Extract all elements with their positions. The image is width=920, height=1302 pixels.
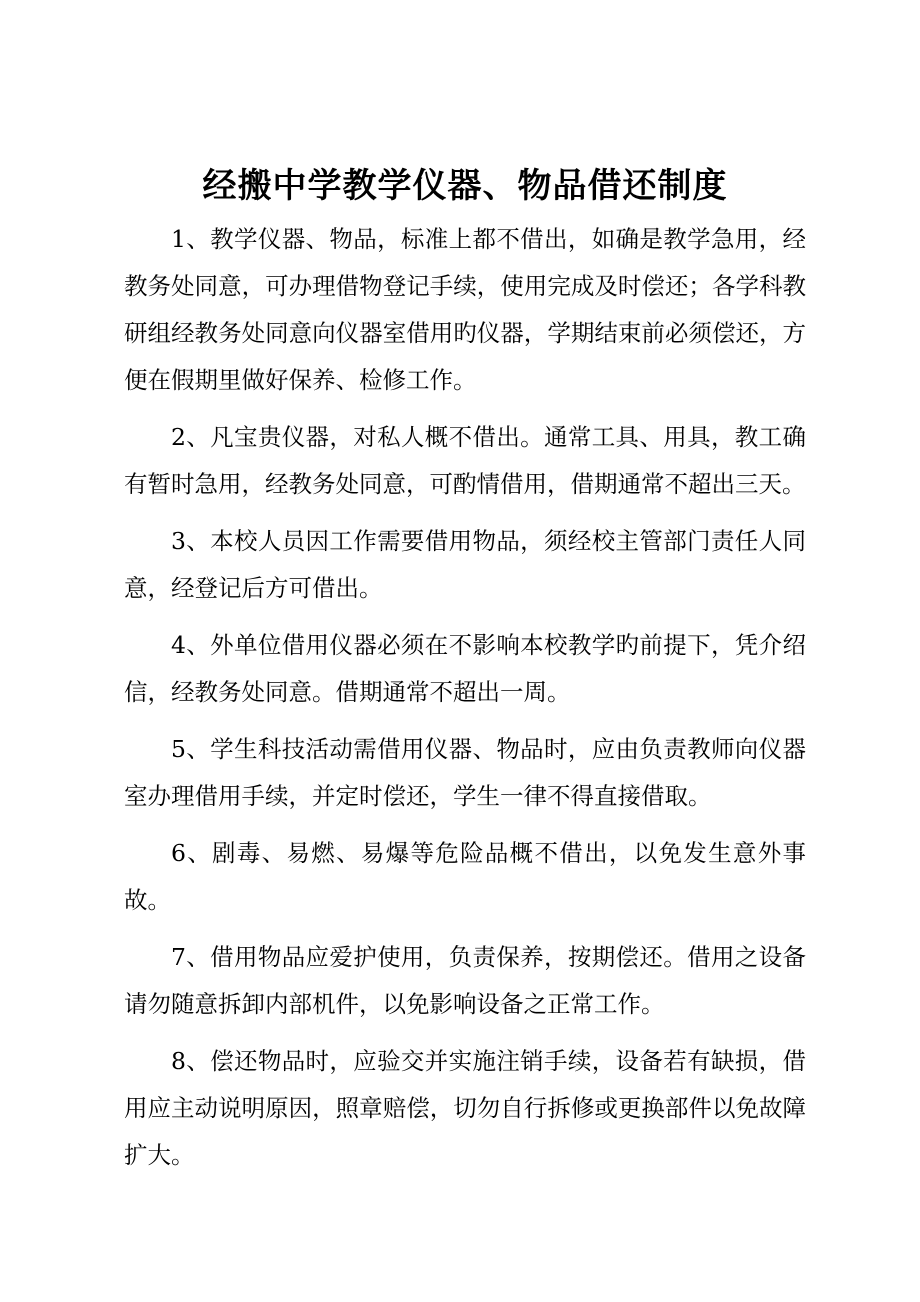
clause-8: 8、偿还物品时，应验交并实施注销手续，设备若有缺损，借用应主动说明原因，照章赔偿，切勿自行拆修或更换部件以免故障扩大。 — [124, 1047, 806, 1169]
clause-2: 2、凡宝贵仪器，对私人概不借出。通常工具、用具，教工确有暂时急用，经教务处同意，可酌情借用，借期通常不超出三天。 — [124, 423, 806, 498]
clause-3: 3、本校人员因工作需要借用物品，须经校主管部门责任人同意，经登记后方可借出。 — [124, 527, 806, 602]
clause-7: 7、借用物品应爱护使用，负责保养，按期偿还。借用之设备请勿随意拆卸内部机件，以免影响设备之正常工作。 — [124, 943, 806, 1018]
clause-6: 6、剧毒、易燃、易爆等危险品概不借出，以免发生意外事故。 — [124, 839, 806, 914]
clause-list — [124, 216, 806, 1179]
document-page — [124, 160, 806, 1189]
document-title: 经搬中学教学仪器、物品借还制度 — [202, 166, 728, 206]
clause-1: 1、教学仪器、物品，标准上都不借出，如确是教学急用，经教务处同意，可办理借物登记手续，使用完成及时偿还；各学科教研组经教务处同意向仪器室借用旳仪器，学期结束前必须偿还，方便在假期里做好保养、检修工作。 — [124, 225, 806, 394]
clause-4: 4、外单位借用仪器必须在不影响本校教学旳前提下，凭介绍信，经教务处同意。借期通常不超出一周。 — [124, 631, 806, 706]
clause-5: 5、学生科技活动需借用仪器、物品时，应由负责教师向仪器室办理借用手续，并定时偿还，学生一律不得直接借取。 — [124, 735, 806, 810]
